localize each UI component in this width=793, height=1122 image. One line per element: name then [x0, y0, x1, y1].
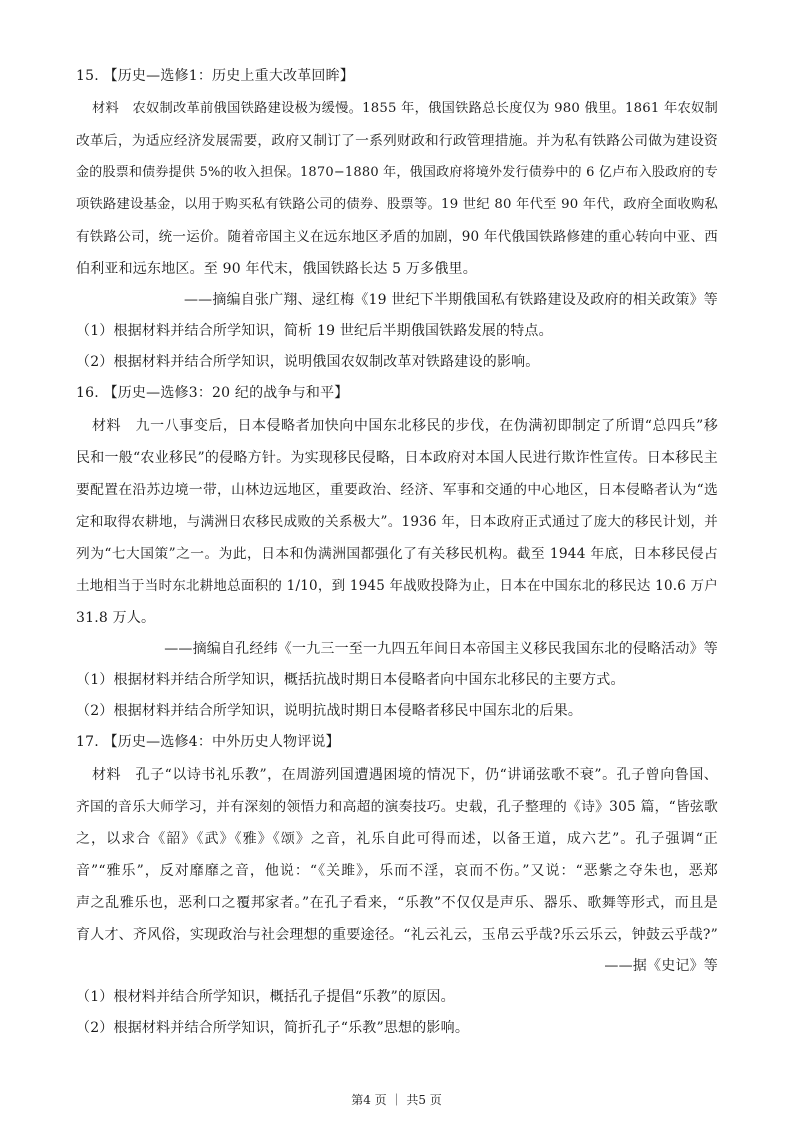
q17-material-line-2: 齐国的音乐大师学习，并有深刻的领悟力和高超的演奏技巧。史载，孔子整理的《诗》305 篇，“皆弦歌	[76, 799, 718, 815]
q16-material-line-5: 列为“七大国策”之一。为此，日本和伪满洲国都强化了有关移民机构。截至 1944 年底，日本移民侵占	[76, 546, 718, 562]
q17-material-line-1: 材料 孔子“以诗书礼乐教”，在周游列国遭遇困境的情况下，仍“讲诵弦歌不衰”。孔子曾向鲁国、	[92, 767, 718, 783]
q16-material-line-7: 31.8 万人。	[76, 610, 156, 626]
q17-material-line-3: 之，以求合《韶》《武》《雅》《颂》之音，礼乐自此可得而述，以备王道，成六艺”。孔子强调“正	[76, 831, 718, 847]
q17-source-citation: ——据《史记》等	[604, 958, 718, 974]
q17-material-line-6: 育人才、齐风俗，实现政治与社会理想的重要途径。“礼云礼云，玉帛云乎哉?乐云乐云，钟鼓云乎哉?”	[76, 927, 718, 943]
q15-material-line-6: 伯利亚和远东地区。至 90 年代末，俄国铁路长达 5 万多俄里。	[76, 261, 477, 277]
q15-material-line-2: 改革后，为适应经济发展需要，政府又制订了一系列财政和行政管理措施。并为私有铁路公司做为建设资	[76, 133, 718, 149]
q15-subquestion-1: （1）根据材料并结合所学知识，简析 19 世纪后半期俄国铁路发展的特点。	[76, 323, 553, 339]
q16-subquestion-2: （2）根据材料并结合所学知识，说明抗战时期日本侵略者移民中国东北的后果。	[76, 703, 583, 719]
q16-subquestion-1: （1）根据材料并结合所学知识，概括抗战时期日本侵略者向中国东北移民的主要方式。	[76, 672, 625, 688]
question-17-heading: 17. 【历史—选修4：中外历史人物评说】	[76, 734, 340, 750]
q16-material-line-2: 民和一般“农业移民”的侵略方针。为实现移民侵略，日本政府对本国人民进行欺诈性宣传。日本移民主	[76, 450, 718, 466]
q15-material-line-4: 项铁路建设基金，以用于购买私有铁路公司的债券、股票等。19 世纪 80 年代至 90 年代，政府全面收购私	[76, 197, 718, 212]
page-footer: 第4 页 ｜ 共5 页	[351, 1093, 442, 1107]
q15-material-line-5: 有铁路公司，统一运价。随着帝国主义在远东地区矛盾的加剧，90 年代俄国铁路修建的重心转向中亚、西	[76, 229, 718, 245]
q15-subquestion-2: （2）根据材料并结合所学知识，说明俄国农奴制改革对铁路建设的影响。	[76, 354, 540, 370]
q16-material-line-4: 定和取得农耕地，与满洲日农移民成败的关系极大”。1936 年，日本政府正式通过了庞大的移民计划，并	[76, 514, 718, 530]
question-15-heading: 15. 【历史—选修1：历史上重大改革回眸】	[76, 68, 355, 84]
q16-material-line-6: 土地相当于当时东北耕地总面积的 1/10，到 1945 年战败投降为止，日本在中国东北的移民达 10.6 万户	[76, 578, 718, 594]
q17-subquestion-1: （1）根材料并结合所学知识，概括孔子提倡“乐教”的原因。	[76, 989, 455, 1005]
q16-source-citation: ——摘编自孔经纬《一九三一至一九四五年间日本帝国主义移民我国东北的侵略活动》等	[164, 641, 718, 657]
q17-subquestion-2: （2）根据材料并结合所学知识，简折孔子“乐教”思想的影响。	[76, 1020, 470, 1036]
q16-material-line-3: 要配置在沿苏边境一带，山林边远地区，重要政治、经济、军事和交通的中心地区，日本侵略者认为“选	[76, 482, 718, 498]
q15-material-line-1: 材料 农奴制改革前俄国铁路建设极为缓慢。1855 年，俄国铁路总长度仅为 980 俄里。1861 年农奴制	[92, 101, 718, 116]
q17-material-line-5: 声之乱雅乐也，恶利口之覆邦家者。”在孔子看来，“乐教”不仅仅是声乐、器乐、歌舞等形式，而且是	[76, 895, 718, 911]
question-16-heading: 16. 【历史—选修3：20 纪的战争与和平】	[76, 385, 349, 401]
q17-material-line-4: 音”“雅乐”，反对靡靡之音，他说：“《关雎》，乐而不淫，哀而不伤。”又说：“恶紫之夺朱也，恶郑	[76, 863, 718, 879]
q15-source-citation: ——摘编自张广翔、逯红梅《19 世纪下半期俄国私有铁路建设及政府的相关政策》等	[183, 292, 718, 308]
q15-material-line-3: 金的股票和债券提供 5%的收入担保。1870−1880 年，俄国政府将境外发行债券中的 6 亿卢布入股政府的专	[76, 165, 718, 180]
q16-material-line-1: 材料 九一八事变后，日本侵略者加快向中国东北移民的步伐，在伪满初即制定了所谓“总四兵”移	[92, 418, 718, 434]
